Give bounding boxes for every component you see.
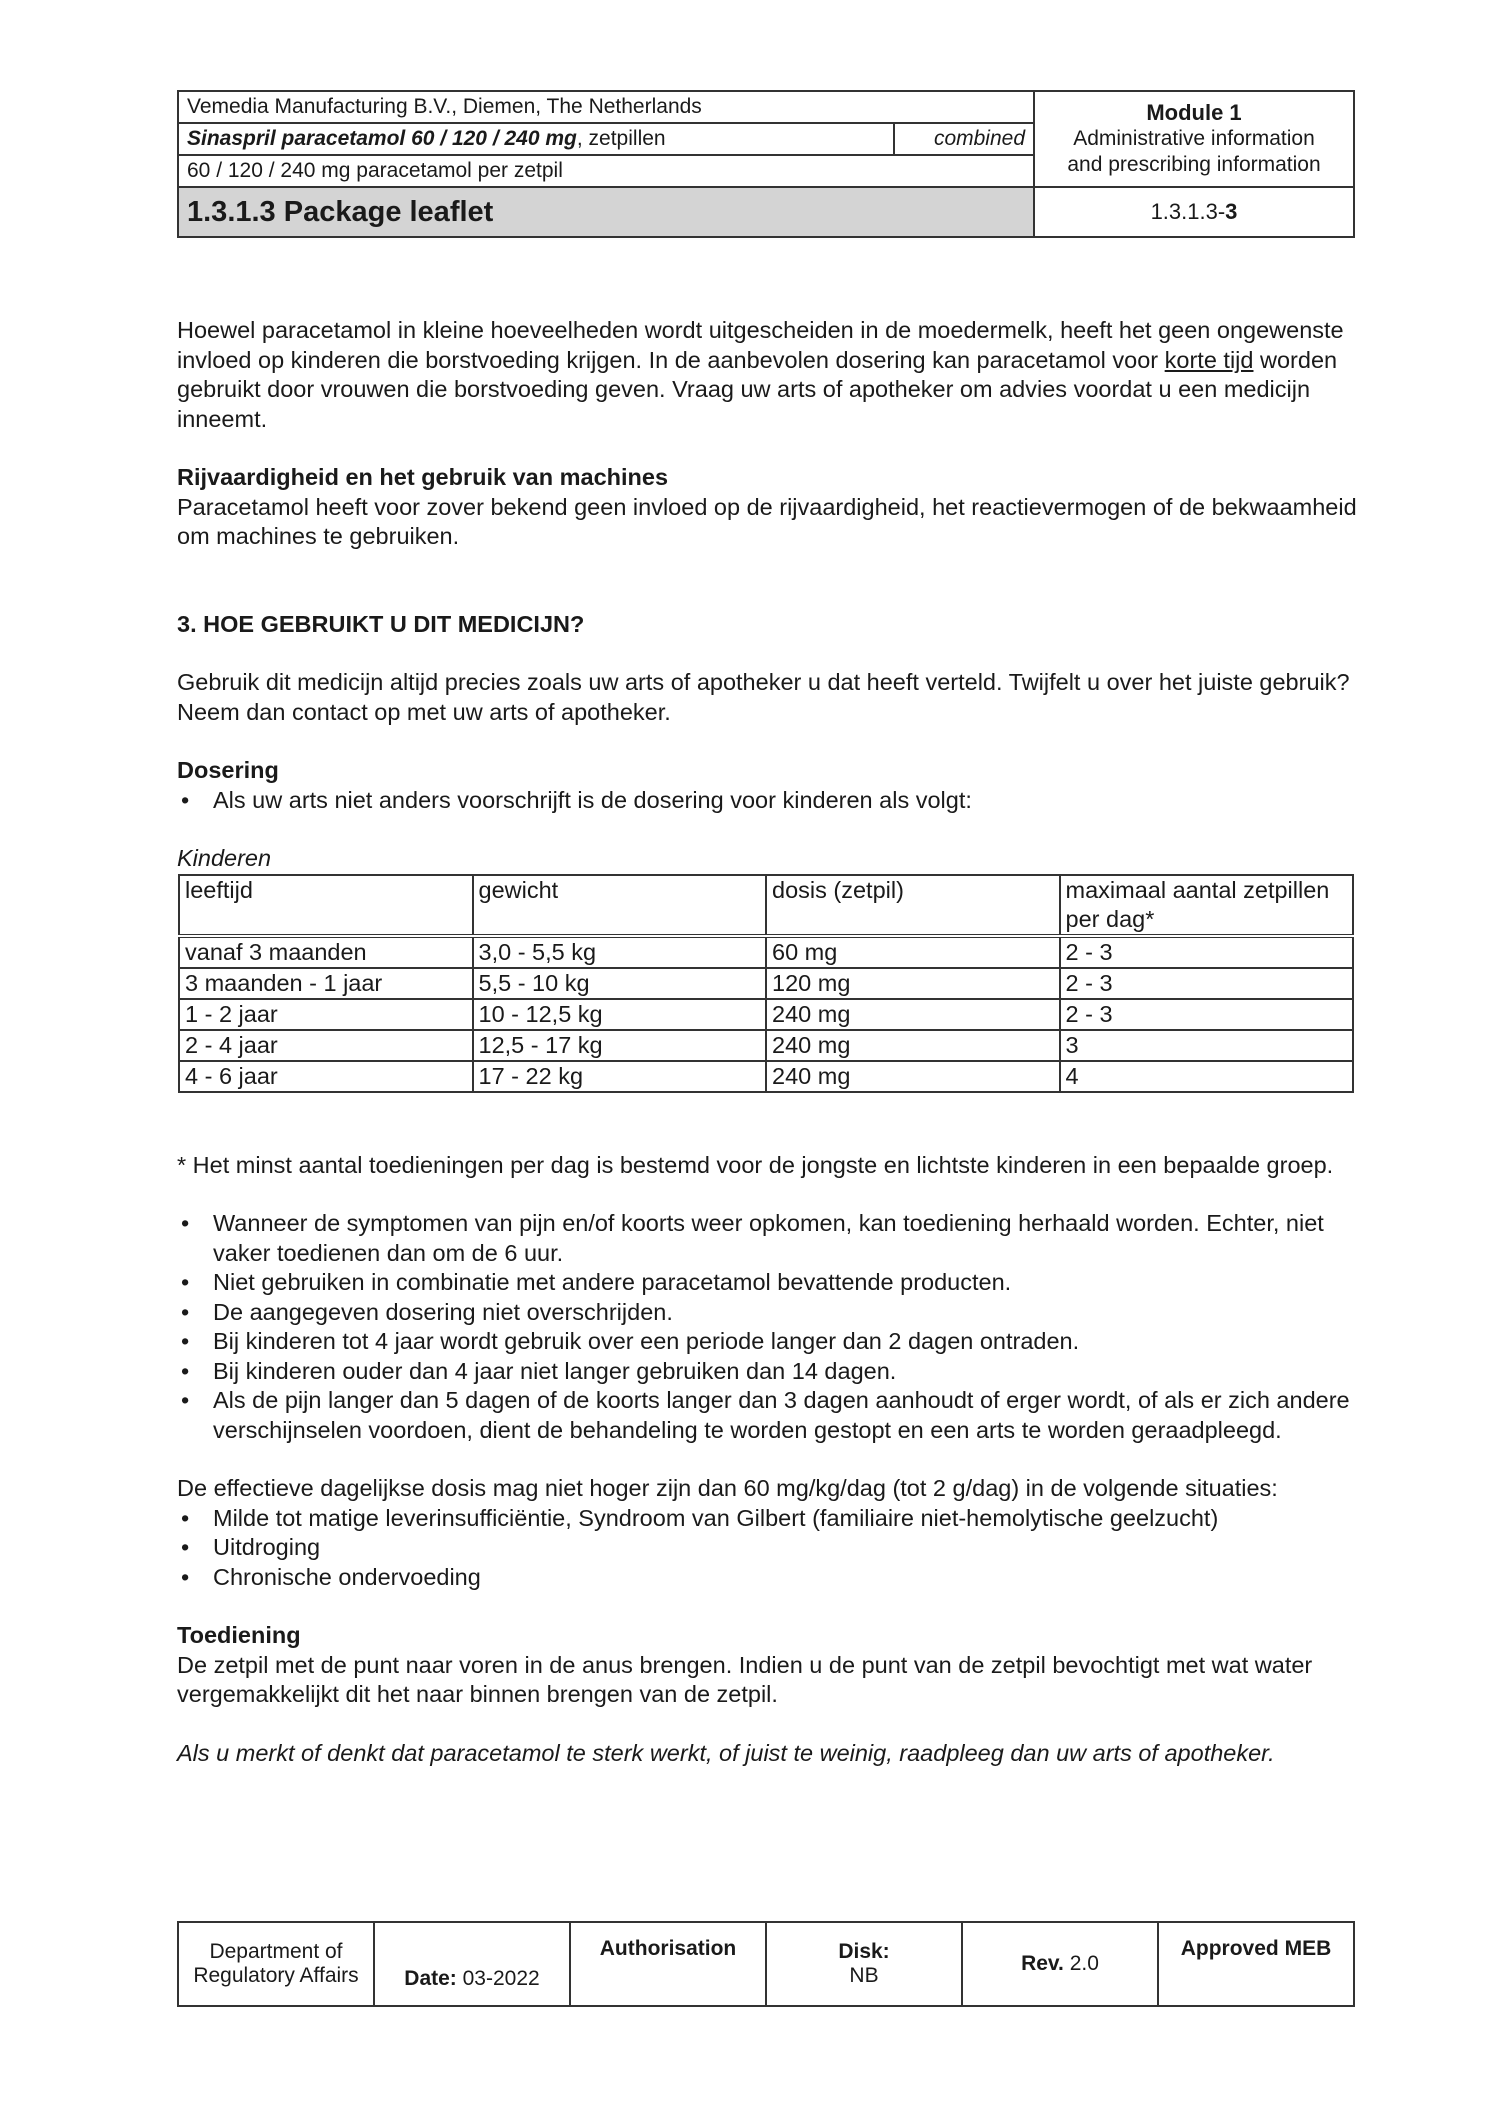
- list-item: • Bij kinderen tot 4 jaar wordt gebruik over een periode langer dan 2 dagen ontraden.: [177, 1327, 1357, 1357]
- table-cell: 240 mg: [766, 1030, 1060, 1061]
- table-cell: 2 - 3: [1060, 999, 1354, 1030]
- table-header-cell: maximaal aantal zetpillen per dag*: [1060, 875, 1354, 936]
- authorisation-label: Authorisation: [599, 1937, 737, 1960]
- doc-title: 1.3.1.3 Package leaflet: [178, 187, 1034, 237]
- table-cell: 2 - 3: [1060, 968, 1354, 999]
- product-name: [178, 123, 894, 155]
- table-cell: 12,5 - 17 kg: [473, 1030, 767, 1061]
- table-cell: 3: [1060, 1030, 1354, 1061]
- date-value: 03-2022: [456, 1967, 540, 1990]
- table-row: [179, 999, 1353, 1030]
- authorisation-cell: [570, 1922, 766, 2006]
- table-header-cell: dosis (zetpil): [766, 875, 1060, 936]
- table-cell: 2 - 4 jaar: [179, 1030, 473, 1061]
- para1-text-b: worden gebruikt door vrouwen die borstvoeding geven. Vraag uw arts of apotheker om advies voordat u een medicijn inneemt.: [177, 346, 1338, 432]
- breastfeeding-paragraph: [177, 316, 1357, 434]
- list-item: • Als uw arts niet anders voorschrijft is de dosering voor kinderen als volgt:: [177, 786, 1357, 816]
- table-cell: 17 - 22 kg: [473, 1061, 767, 1092]
- table-header-cell: leeftijd: [179, 875, 473, 936]
- table-cell: 4 - 6 jaar: [179, 1061, 473, 1092]
- date-label: Date:: [404, 1967, 457, 1990]
- heading-toediening: Toediening: [177, 1622, 301, 1648]
- footer-table: [177, 1921, 1355, 2007]
- table-cell: 120 mg: [766, 968, 1060, 999]
- para1-underlined: korte tijd: [1164, 346, 1254, 373]
- revision-label: Rev.: [1021, 1952, 1064, 1975]
- module-subtitle-1: Administrative information: [1073, 127, 1315, 150]
- disk-value: NB: [849, 1964, 879, 1987]
- department-cell: [178, 1922, 374, 2006]
- table-cell: 1 - 2 jaar: [179, 999, 473, 1030]
- table-cell: 4: [1060, 1061, 1354, 1092]
- footnote: * Het minst aantal toedieningen per dag is bestemd voor de jongste en lichtste kinderen in een bepaalde groep.: [177, 1151, 1334, 1178]
- situations-list: [177, 1504, 1357, 1593]
- approved-label: Approved MEB: [1180, 1937, 1332, 1960]
- product-name-rest: , zetpillen: [576, 127, 666, 150]
- table-row: [179, 1061, 1353, 1092]
- revision-value: 2.0: [1063, 1952, 1099, 1975]
- list-item: • Als de pijn langer dan 5 dagen of de koorts langer dan 3 dagen aanhoudt of erger wordt, of als er zich andere verschijnselen voordoen, dient de behandeling te worden gestopt en een arts te worden geraadpleegd.: [177, 1386, 1357, 1445]
- combined-label: combined: [894, 123, 1034, 155]
- rijvaardigheid-paragraph: Paracetamol heeft voor zover bekend geen invloed op de rijvaardigheid, het reactievermogen of de bekwaamheid om machines te gebruiken.: [177, 493, 1357, 549]
- leaflet-content: [177, 316, 1357, 1768]
- heading-rijvaardigheid: Rijvaardigheid en het gebruik van machines: [177, 464, 669, 490]
- list-item: • Milde tot matige leverinsufficiëntie, Syndroom van Gilbert (familiaire niet-hemolytische geelzucht): [177, 1504, 1357, 1534]
- table-caption: Kinderen: [177, 845, 272, 871]
- table-cell: 3 maanden - 1 jaar: [179, 968, 473, 999]
- table-cell: vanaf 3 maanden: [179, 936, 473, 968]
- instructions-list: [177, 1209, 1357, 1445]
- gebruik-paragraph: Gebruik dit medicijn altijd precies zoals uw arts of apotheker u dat heeft verteld. Twijfelt u over het juiste gebruik? Neem dan contact op met uw arts of apotheker.: [177, 669, 1350, 725]
- list-item: • Uitdroging: [177, 1533, 1357, 1563]
- department-line-2: Regulatory Affairs: [193, 1964, 359, 1987]
- page-number: 3: [1225, 199, 1238, 224]
- heading-dosering: Dosering: [177, 757, 279, 783]
- approved-cell: [1158, 1922, 1354, 2006]
- table-header-cell: gewicht: [473, 875, 767, 936]
- product-name-bold: Sinaspril paracetamol 60 / 120 / 240 mg: [187, 127, 577, 150]
- header-table: [177, 90, 1355, 238]
- table-cell: 240 mg: [766, 1061, 1060, 1092]
- product-strength: 60 / 120 / 240 mg paracetamol per zetpil: [178, 155, 1034, 187]
- table-cell: 240 mg: [766, 999, 1060, 1030]
- table-row: [179, 1030, 1353, 1061]
- table-cell: 2 - 3: [1060, 936, 1354, 968]
- table-header-row: [179, 875, 1353, 936]
- dosage-table: [178, 874, 1354, 1093]
- table-cell: 10 - 12,5 kg: [473, 999, 767, 1030]
- module-title: Module 1: [1146, 100, 1242, 125]
- table-cell: 60 mg: [766, 936, 1060, 968]
- advice-paragraph: Als u merkt of denkt dat paracetamol te sterk werkt, of juist te weinig, raadpleeg dan uw arts of apotheker.: [177, 1739, 1275, 1766]
- revision-cell: [962, 1922, 1158, 2006]
- table-row: [179, 968, 1353, 999]
- list-item: • Chronische ondervoeding: [177, 1563, 1357, 1593]
- list-item: • De aangegeven dosering niet overschrijden.: [177, 1298, 1357, 1328]
- table-row: [179, 936, 1353, 968]
- module-cell: [1034, 91, 1354, 187]
- department-line-1: Department of: [209, 1940, 343, 1963]
- section-3-heading: 3. HOE GEBRUIKT U DIT MEDICIJN?: [177, 610, 585, 637]
- table-cell: 3,0 - 5,5 kg: [473, 936, 767, 968]
- date-cell: [374, 1922, 570, 2006]
- dosering-list: [177, 786, 1357, 816]
- para1-text-a: Hoewel paracetamol in kleine hoeveelheden wordt uitgescheiden in de moedermelk, heeft het geen ongewenste invloed op kinderen die borstvoeding krijgen. In de aanbevolen dosering kan paracetamol voor: [177, 317, 1344, 373]
- disk-cell: [766, 1922, 962, 2006]
- list-item: • Wanneer de symptomen van pijn en/of koorts weer opkomen, kan toediening herhaald worden. Echter, niet vaker toedienen dan om de 6 uur.: [177, 1209, 1357, 1268]
- module-subtitle-2: and prescribing information: [1067, 153, 1321, 176]
- list-item: • Bij kinderen ouder dan 4 jaar niet langer gebruiken dan 14 dagen.: [177, 1357, 1357, 1387]
- effective-dose-paragraph: De effectieve dagelijkse dosis mag niet hoger zijn dan 60 mg/kg/dag (tot 2 g/dag) in de volgende situaties:: [177, 1475, 1278, 1501]
- disk-label: Disk:: [838, 1940, 890, 1963]
- list-item: • Niet gebruiken in combinatie met andere paracetamol bevattende producten.: [177, 1268, 1357, 1298]
- table-cell: 5,5 - 10 kg: [473, 968, 767, 999]
- company-name: Vemedia Manufacturing B.V., Diemen, The Netherlands: [178, 91, 1034, 123]
- toediening-paragraph: De zetpil met de punt naar voren in de anus brengen. Indien u de punt van de zetpil bevochtigt met wat water vergemakkelijkt dit het naar binnen brengen van de zetpil.: [177, 1651, 1313, 1707]
- section-prefix: 1.3.1.3-: [1150, 199, 1226, 224]
- section-number: [1034, 187, 1354, 237]
